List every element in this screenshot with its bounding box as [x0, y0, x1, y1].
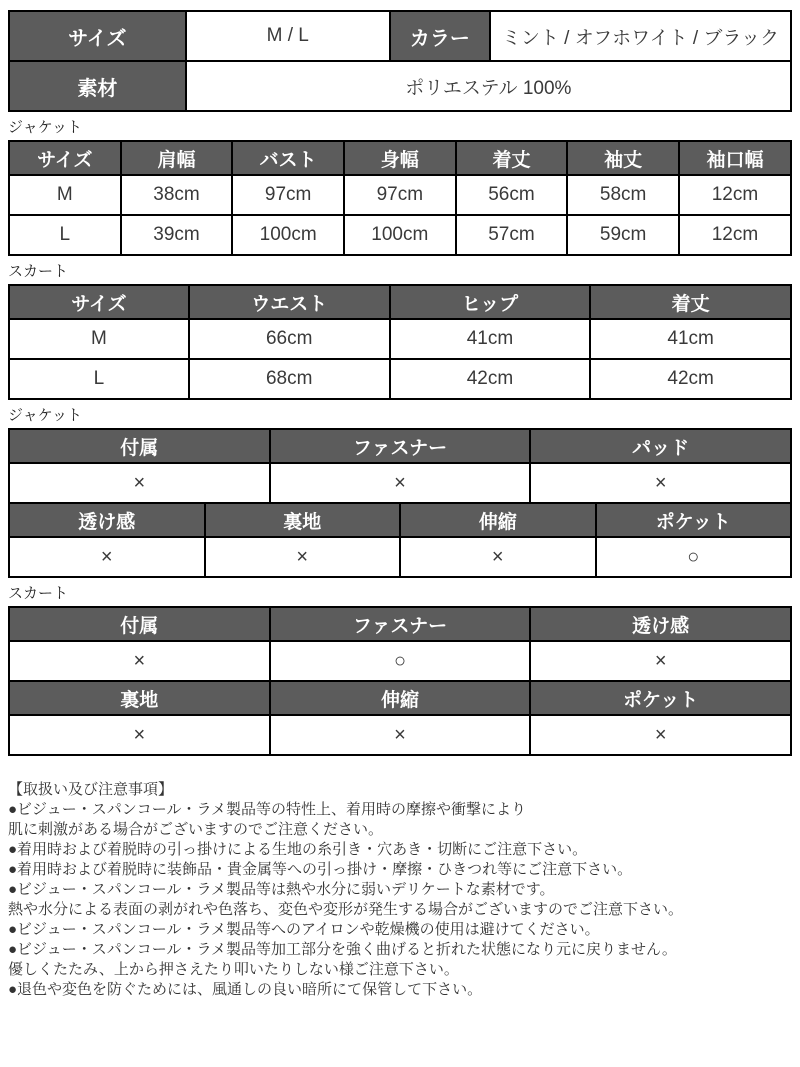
section-label-jacket-features: ジャケット [8, 407, 82, 424]
feature-header: ポケット [530, 681, 791, 715]
column-header: サイズ [9, 141, 121, 175]
column-header: 着丈 [456, 141, 568, 175]
feature-value: × [9, 715, 270, 755]
measurement-cell: 66cm [189, 319, 390, 359]
feature-header: 伸縮 [270, 681, 531, 715]
feature-header-row [9, 429, 791, 463]
size-name-cell: M [9, 175, 121, 215]
feature-value: × [270, 463, 531, 503]
measurement-cell: 12cm [679, 215, 791, 255]
feature-header: 付属 [9, 607, 270, 641]
size-name-cell: L [9, 359, 189, 399]
jacket-size-row-m [9, 175, 791, 215]
column-header: 身幅 [344, 141, 456, 175]
feature-header: ファスナー [270, 429, 531, 463]
feature-value-row [9, 537, 791, 577]
column-header: ウエスト [189, 285, 390, 319]
measurement-cell: 42cm [590, 359, 791, 399]
handling-notes [8, 780, 792, 1000]
size-name-cell: L [9, 215, 121, 255]
size-value-cell: M / L [186, 11, 390, 61]
material-header-cell: 素材 [9, 61, 186, 111]
measurement-cell: 58cm [567, 175, 679, 215]
measurement-cell: 38cm [121, 175, 233, 215]
feature-header: 裏地 [9, 681, 270, 715]
measurement-cell: 41cm [590, 319, 791, 359]
feature-value: × [530, 715, 791, 755]
note-line: 熱や水分による表面の剥がれや色落ち、変色や変形が発生する場合がございますのでご注意下さい。 [8, 901, 684, 918]
feature-header: 透け感 [9, 503, 205, 537]
notes-title: 【取扱い及び注意事項】 [8, 781, 174, 798]
size-name-cell: M [9, 319, 189, 359]
feature-value: × [270, 715, 531, 755]
skirt-size-header-row [9, 285, 791, 319]
feature-value-row [9, 715, 791, 755]
feature-header: ファスナー [270, 607, 531, 641]
measurement-cell: 100cm [232, 215, 344, 255]
jacket-size-row-l [9, 215, 791, 255]
feature-header: 伸縮 [400, 503, 596, 537]
measurement-cell: 57cm [456, 215, 568, 255]
note-line: ●ビジュー・スパンコール・ラメ製品等の特性上、着用時の摩擦や衝撃により [8, 801, 527, 818]
feature-value: ○ [596, 537, 792, 577]
skirt-features-group-2 [8, 680, 792, 756]
note-line: ●ビジュー・スパンコール・ラメ製品等へのアイロンや乾燥機の使用は避けてください。 [8, 921, 600, 938]
measurement-cell: 68cm [189, 359, 390, 399]
skirt-features-group-1 [8, 606, 792, 682]
spec-row-material [9, 61, 791, 111]
measurement-cell: 97cm [344, 175, 456, 215]
jacket-features-group-1 [8, 428, 792, 504]
measurement-cell: 41cm [390, 319, 591, 359]
section-label-jacket-size: ジャケット [8, 119, 82, 136]
note-line: ●着用時および着脱時に装飾品・貴金属等への引っ掛け・摩擦・ひきつれ等にご注意下さい。 [8, 861, 633, 878]
section-label-skirt-size: スカート [8, 263, 69, 280]
measurement-cell: 97cm [232, 175, 344, 215]
column-header: バスト [232, 141, 344, 175]
column-header: 肩幅 [121, 141, 233, 175]
feature-value: ○ [270, 641, 531, 681]
feature-header-row [9, 681, 791, 715]
column-header: 袖口幅 [679, 141, 791, 175]
feature-header: 透け感 [530, 607, 791, 641]
jacket-size-header-row [9, 141, 791, 175]
material-value-cell: ポリエステル 100% [186, 61, 791, 111]
section-label-skirt-features: スカート [8, 585, 69, 602]
jacket-features-group-2 [8, 502, 792, 578]
note-line: ●ビジュー・スパンコール・ラメ製品等加工部分を強く曲げると折れた状態になり元に戻りません。 [8, 941, 677, 958]
feature-value: × [9, 641, 270, 681]
column-header: ヒップ [390, 285, 591, 319]
feature-value: × [400, 537, 596, 577]
feature-header: 付属 [9, 429, 270, 463]
feature-header: 裏地 [205, 503, 401, 537]
measurement-cell: 42cm [390, 359, 591, 399]
measurement-cell: 12cm [679, 175, 791, 215]
feature-value: × [9, 463, 270, 503]
spec-table [8, 10, 792, 112]
column-header: 着丈 [590, 285, 791, 319]
color-value-cell: ミント / オフホワイト / ブラック [490, 11, 791, 61]
measurement-cell: 39cm [121, 215, 233, 255]
feature-value: × [530, 463, 791, 503]
column-header: 袖丈 [567, 141, 679, 175]
skirt-size-row-l [9, 359, 791, 399]
measurement-cell: 100cm [344, 215, 456, 255]
feature-header-row [9, 607, 791, 641]
measurement-cell: 56cm [456, 175, 568, 215]
feature-value: × [530, 641, 791, 681]
feature-value-row [9, 463, 791, 503]
note-line: ●ビジュー・スパンコール・ラメ製品等は熱や水分に弱いデリケートな素材です。 [8, 881, 555, 898]
note-line: ●退色や変色を防ぐためには、風通しの良い暗所にて保管して下さい。 [8, 981, 483, 998]
note-line: 肌に刺激がある場合がございますのでご注意ください。 [8, 821, 384, 838]
color-header-cell: カラー [390, 11, 490, 61]
note-line: ●着用時および着脱時の引っ掛けによる生地の糸引き・穴あき・切断にご注意下さい。 [8, 841, 588, 858]
jacket-size-table [8, 140, 792, 256]
column-header: サイズ [9, 285, 189, 319]
feature-header: ポケット [596, 503, 792, 537]
skirt-size-table [8, 284, 792, 400]
feature-header: パッド [530, 429, 791, 463]
feature-header-row [9, 503, 791, 537]
measurement-cell: 59cm [567, 215, 679, 255]
note-line: 優しくたたみ、上から押さえたり叩いたりしない様ご注意下さい。 [8, 961, 459, 978]
spec-row-size-color [9, 11, 791, 61]
feature-value-row [9, 641, 791, 681]
feature-value: × [205, 537, 401, 577]
size-header-cell: サイズ [9, 11, 186, 61]
skirt-size-row-m [9, 319, 791, 359]
feature-value: × [9, 537, 205, 577]
